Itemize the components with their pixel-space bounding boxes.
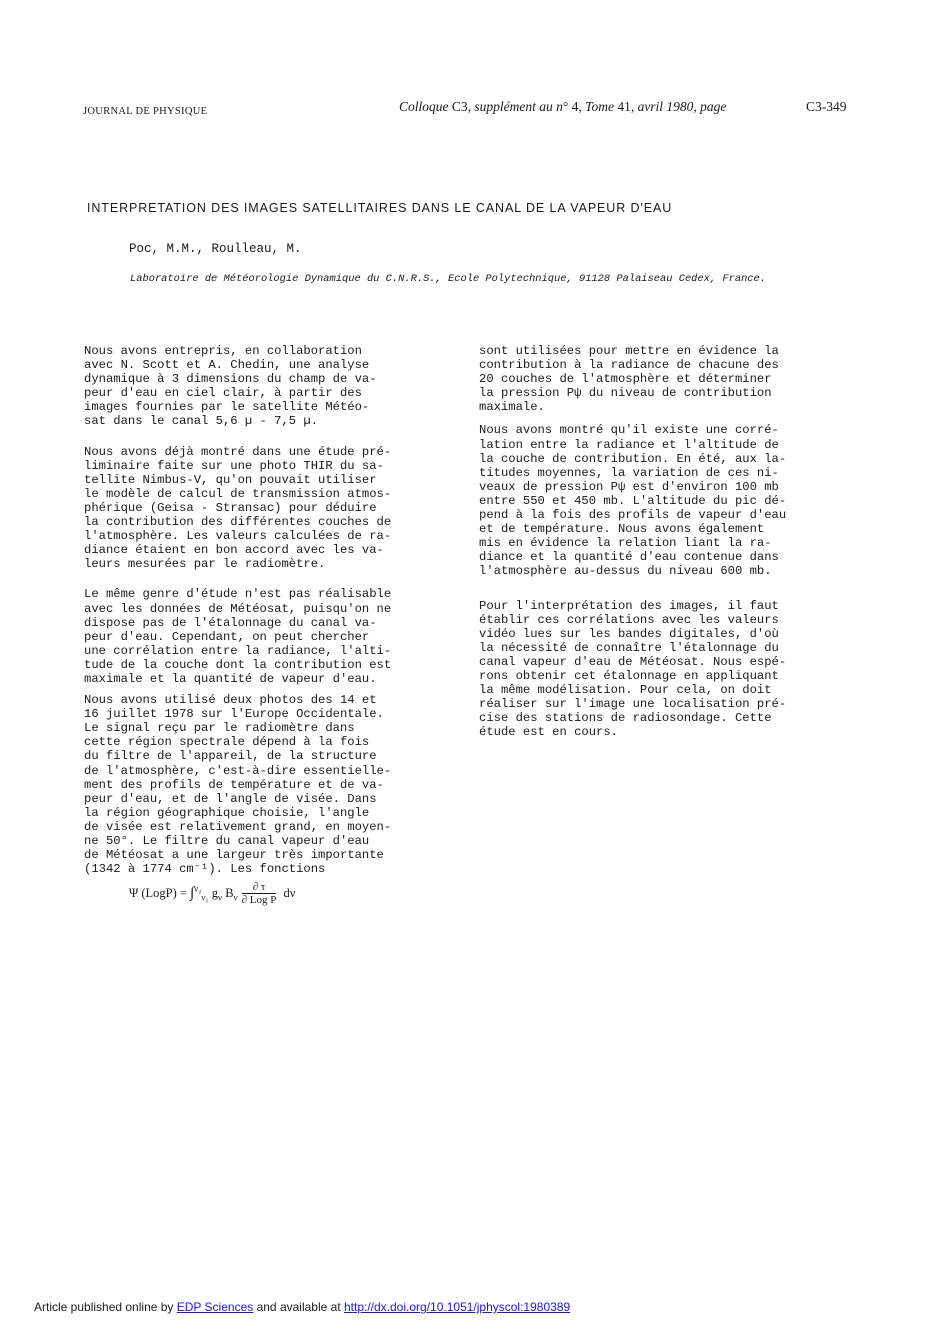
equation (129, 882, 295, 906)
dnu-term: dν (280, 885, 296, 900)
paragraph: sont utilisées pour mettre en évidence la contribution à la radiance de chacune des 20 couches de l'atmosphère et déterminer la pression Pψ du niveau de contribution maximale. (479, 344, 779, 415)
b-subscript: ν (233, 892, 238, 903)
b-term: B (222, 885, 234, 900)
publication-footer (34, 1300, 570, 1314)
colloque-tome: Tome (585, 99, 614, 114)
footer-prefix: Article published online by (34, 1300, 177, 1314)
page-number: C3-349 (806, 99, 847, 114)
doi-link[interactable]: http://dx.doi.org/10.1051/jphyscol:1980389 (343, 1300, 571, 1314)
fraction-numerator: ∂ τ (242, 882, 277, 894)
paper-affiliation: Laboratoire de Météorologie Dynamique du C.N.R.S., Ecole Polytechnique, 91128 Palaiseau Cedex, France. (130, 273, 767, 285)
journal-name: JOURNAL DE PHYSIQUE (83, 106, 208, 117)
paragraph: Nous avons utilisé deux photos des 14 et 16 juillet 1978 sur l'Europe Occidentale. Le signal reçu par le radiomètre dans cette région spectrale dépend à la fois du filtre de l'appareil, de la structure de l'atmosphère, c'est-à-dire essentielle- ment des profils de température et de va- peur d'eau, et de l'angle de visée. Dans la région géographique choisie, l'angle de visée est relativement grand, en moyen- ne 50°. Le filtre du canal vapeur d'eau de Météosat a une largeur très importante (1342 à 1774 cm⁻¹). Les fonctions (84, 693, 392, 877)
colloque-middle: supplément au n (474, 99, 563, 114)
paragraph: Nous avons montré qu'il existe une corré- lation entre la radiance et l'altitude de la couche de contribution. En été, aux la- titudes moyennes, la variation de ces ni- veaux de pression Pψ est d'environ 100 mb entre 550 et 450 mb. L'altitude du pic dé- pend à la fois des profils de vapeur d'eau et de température. Nous avons également mis en évidence la relation liant la ra- diance et la quantité d'eau contenue dans l'atmosphère au-dessus du niveau 600 mb. (479, 423, 787, 579)
left-column (84, 344, 454, 876)
publisher-link[interactable]: EDP Sciences (176, 1300, 254, 1314)
paragraph: Nous avons entrepris, en collaboration avec N. Scott et A. Chedin, une analyse dynamique à 3 dimensions du champ de va- peur d'eau en ciel clair, à partir des images fournies par le satellite Météo- sat dans le canal 5,6 µ - 7,5 µ. (84, 344, 377, 429)
paragraph: Nous avons déjà montré dans une étude pré- liminaire faite sur une photo THIR du sa- tellite Nimbus-V, qu'on pouvait utiliser le modèle de calcul de transmission atmos- phérique (Geisa - Stransac) pour déduire la contribution des différentes couches de l'atmosphère. Les valeurs calculées de ra- diance étaient en bon accord avec les va- leurs mesurées par le radiomètre. (84, 444, 392, 572)
integral-upper: ν₂ (194, 883, 202, 894)
right-column (479, 344, 849, 739)
integral-lower: ν₁ (201, 892, 209, 903)
paper-authors: Poc, M.M., Roulleau, M. (129, 242, 302, 256)
colloque-reference (399, 99, 726, 115)
paragraph: Le même genre d'étude n'est pas réalisable avec les données de Météosat, puisqu'on ne dispose pas de l'étalonnage du canal va- peur d'eau. Cependant, on peut chercher une corrélation entre la radiance, l'alti- tude de la couche dont la contribution est maximale et la quantité de vapeur d'eau. (84, 587, 392, 686)
g-subscript: ν (217, 892, 223, 903)
footer-middle: and available at (253, 1300, 344, 1314)
colloque-tome-num: 41, (613, 99, 638, 114)
paragraph: Pour l'interprétation des images, il faut établir ces corrélations avec les valeurs vidéo lues sur les bandes digitales, d'où la nécessité de connaître l'étalonnage du canal vapeur d'eau de Météosat. Nous espé- rons obtenir cet étalonnage en appliquant la même modélisation. Pour cela, on doit réaliser sur l'image une localisation pré- cise des stations de radiosondage. Cette étude est en cours. (479, 598, 787, 740)
colloque-no: ° 4, (562, 99, 586, 114)
fraction (242, 882, 277, 906)
colloque-date: avril 1980, page (637, 99, 727, 114)
integral-sign: ∫ (190, 884, 195, 901)
colloque-c3: C3, (448, 99, 475, 114)
fraction-denominator: ∂ Log P (241, 894, 277, 906)
g-term: g (208, 885, 218, 900)
colloque-prefix: Colloque (399, 99, 449, 114)
equation-lhs: Ψ (LogP) = (129, 885, 191, 900)
paper-title: INTERPRETATION DES IMAGES SATELLITAIRES DANS LE CANAL DE LA VAPEUR D'EAU (87, 201, 673, 215)
